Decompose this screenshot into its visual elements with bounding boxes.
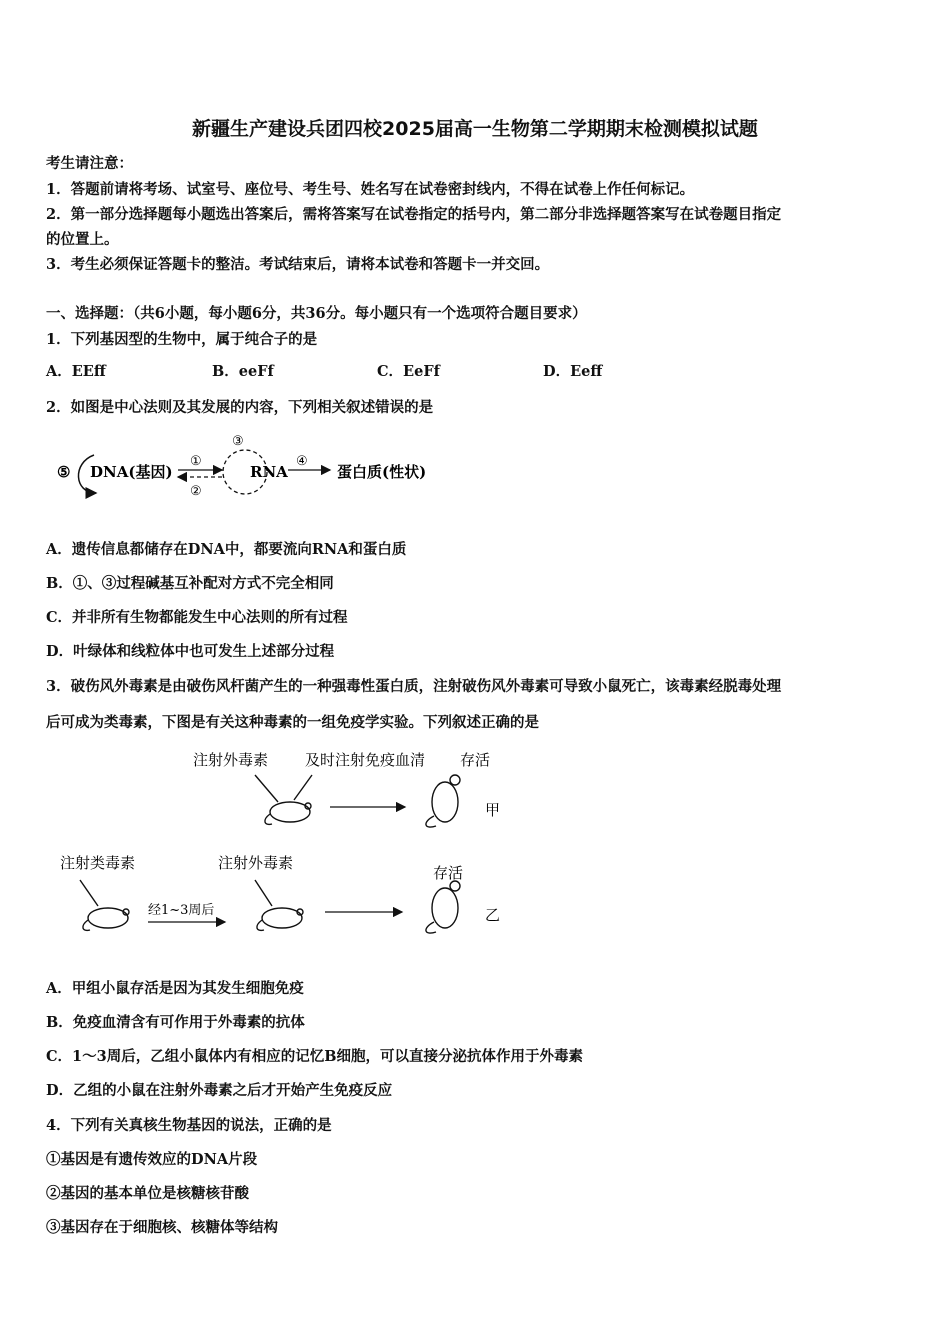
q2-option-d: D．叶绿体和线粒体中也可发生上述部分过程 [46,643,335,660]
label-5: ⑤ [57,463,71,481]
group-a-label: 甲 [485,801,501,819]
question-3-stem-line1: 3．破伤风外毒素是由破伤风杆菌产生的一种强毒性蛋白质，注射破伤风外毒素可导致小鼠死亡，该毒素经脱毒处理 [46,678,782,695]
central-dogma-diagram [50,425,450,505]
q3-option-b: B．免疫血清含有可作用于外毒素的抗体 [46,1014,305,1031]
inject-toxoid-label: 注射类毒素 [60,854,136,872]
group-b-label: 乙 [485,906,501,924]
mouse-icon [426,881,460,933]
mouse-icon [426,775,460,827]
label-1: ① [190,454,202,469]
notice-heading: 考生请注意： [46,155,133,172]
page-title: 新疆生产建设兵团四校2025届高一生物第二学期期末检测模拟试题 [192,118,758,140]
protein-label: 蛋白质(性状) [337,463,427,481]
q3-option-a: A．甲组小鼠存活是因为其发生细胞免疫 [46,980,304,997]
immunology-experiment-figure [50,740,520,945]
notice-item: 2．第一部分选择题每小题选出答案后，需将答案写在试卷指定的括号内，第二部分非选择题答案写在试卷题目指定 [46,206,782,223]
label-2: ② [190,484,202,499]
question-4-stem: 4．下列有关真核生物基因的说法，正确的是 [46,1117,332,1134]
notice-item: 的位置上。 [46,231,119,248]
survive-label: 存活 [460,751,491,769]
section-heading: 一、选择题：（共6小题，每小题6分，共36分。每小题只有一个选项符合题目要求） [46,305,587,322]
survive-label-2: 存活 [433,864,464,882]
q3-option-d: D．乙组的小鼠在注射外毒素之后才开始产生免疫反应 [46,1082,393,1099]
question-3-stem-line2: 后可成为类毒素，下图是有关这种毒素的一组免疫学实验。下列叙述正确的是 [46,714,539,731]
notice-item: 3．考生必须保证答题卡的整洁。考试结束后，请将本试卷和答题卡一并交回。 [46,256,550,273]
label-4: ④ [296,454,308,469]
q1-option-a: A．EEff [46,363,106,380]
inject-serum-label: 及时注射免疫血清 [305,751,426,769]
q2-option-c: C．并非所有生物都能发生中心法则的所有过程 [46,609,348,626]
mouse-icon [80,880,129,930]
question-2-stem: 2．如图是中心法则及其发展的内容，下列相关叙述错误的是 [46,399,434,416]
label-3: ③ [232,434,244,449]
after-weeks-label: 经1~3周后 [148,903,215,918]
q1-option-b: B．eeFf [212,363,274,380]
dna-label: DNA(基因) [90,463,173,481]
q2-option-a: A．遗传信息都储存在DNA中，都要流向RNA和蛋白质 [46,541,407,558]
q4-item: ①基因是有遗传效应的DNA片段 [46,1151,258,1168]
mouse-icon [255,775,312,824]
notice-item: 1．答题前请将考场、试室号、座位号、考生号、姓名写在试卷密封线内，不得在试卷上作任何标记。 [46,181,695,198]
q3-option-c: C．1～3周后，乙组小鼠体内有相应的记忆B细胞，可以直接分泌抗体作用于外毒素 [46,1048,583,1065]
mouse-icon [255,880,303,930]
q1-option-d: D．Eeff [543,363,603,380]
q1-option-c: C．EeFf [377,363,440,380]
question-1-stem: 1．下列基因型的生物中，属于纯合子的是 [46,331,318,348]
q4-item: ②基因的基本单位是核糖核苷酸 [46,1185,249,1202]
inject-exotoxin-label: 注射外毒素 [193,751,269,769]
q2-option-b: B．①、③过程碱基互补配对方式不完全相同 [46,575,334,592]
inject-exotoxin-label-2: 注射外毒素 [218,854,294,872]
rna-label: RNA [250,463,288,481]
q4-item: ③基因存在于细胞核、核糖体等结构 [46,1219,278,1236]
